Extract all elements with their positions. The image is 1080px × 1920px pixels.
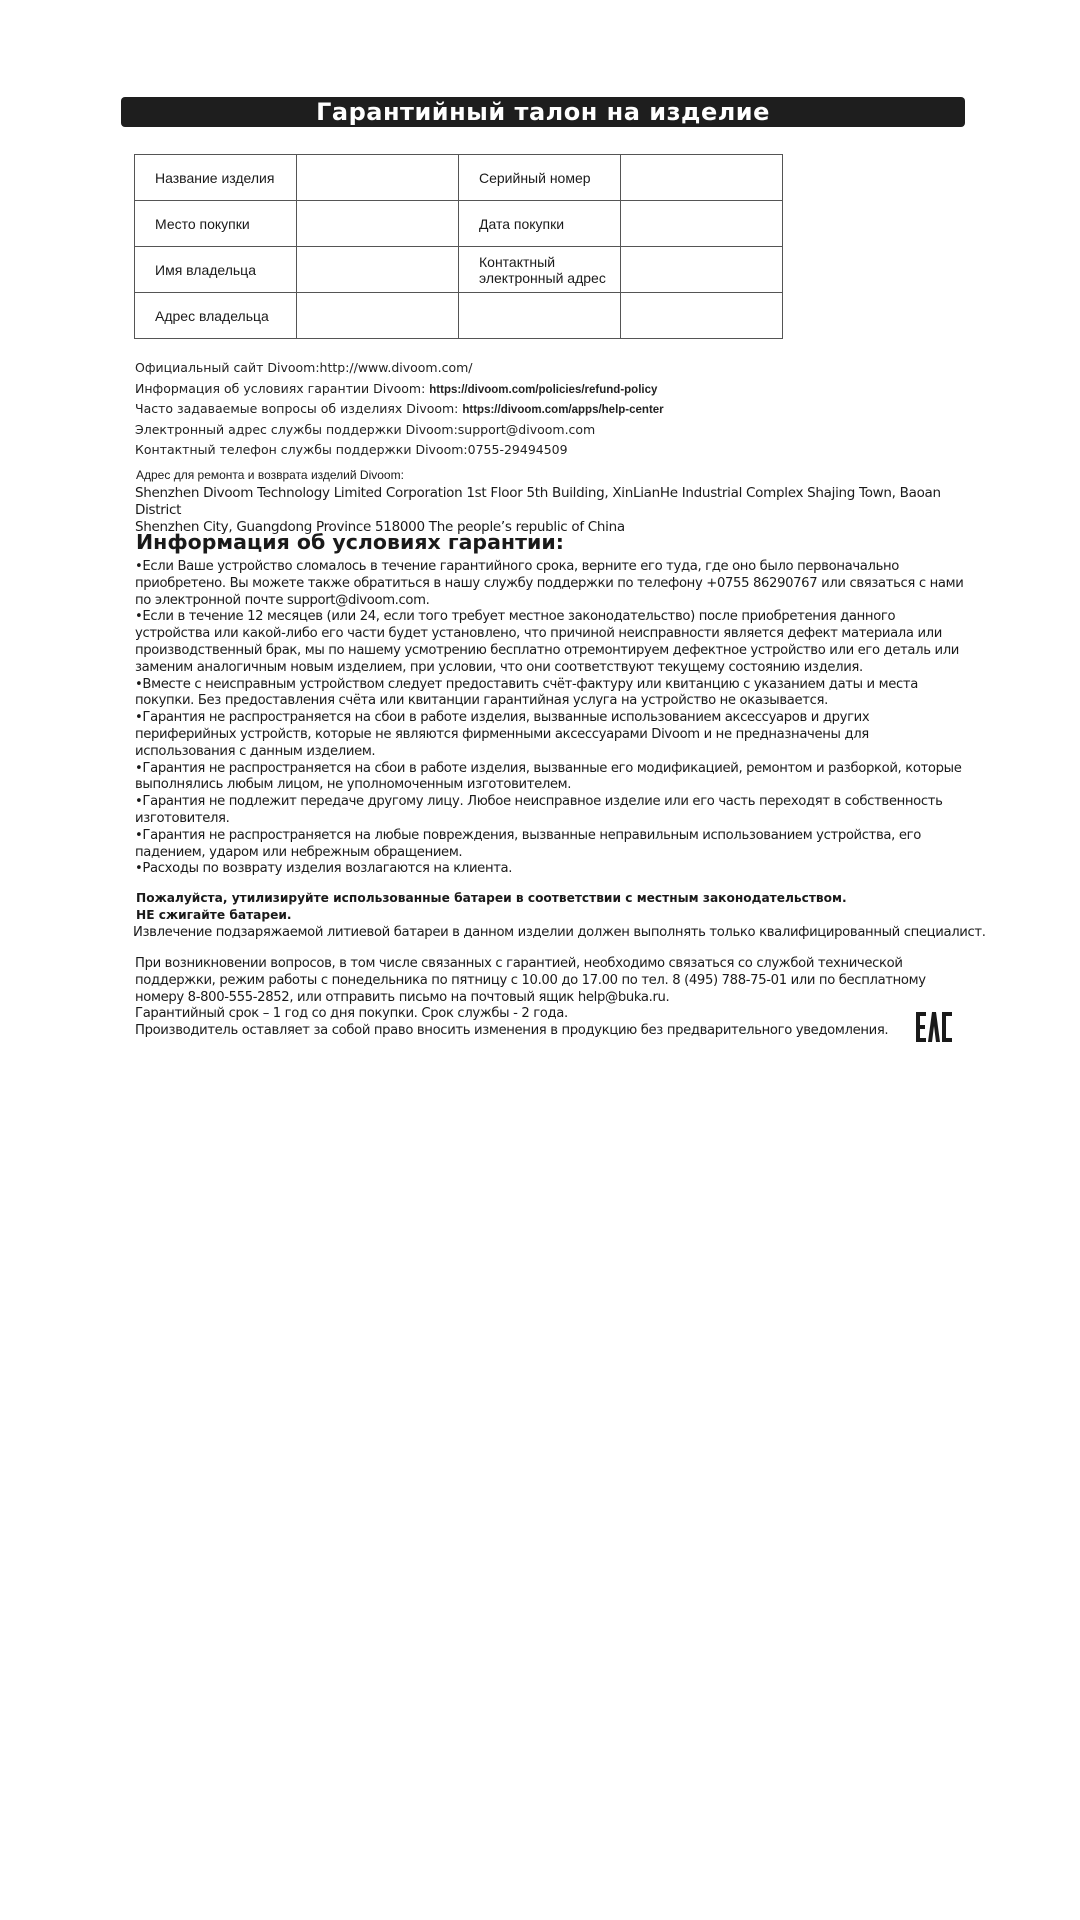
warranty-term: •Гарантия не распространяется на сбои в работе изделия, вызванные использованием аксессуаров и других периферийных устройств, которые не являются фирменными аксессуарами Divoom и не предназначены для использования с данным изделием.	[135, 710, 870, 759]
serial-number-field[interactable]	[621, 155, 783, 201]
form-label: Название изделия	[135, 155, 297, 201]
form-label: Серийный номер	[459, 155, 621, 201]
form-empty-field[interactable]	[621, 293, 783, 339]
form-label: Адрес владельца	[135, 293, 297, 339]
form-empty-cell	[459, 293, 621, 339]
warranty-info-line	[135, 379, 664, 400]
phone-number: 0755-29494509	[467, 442, 568, 457]
owner-address-field[interactable]	[297, 293, 459, 339]
warranty-heading: Информация об условиях гарантии:	[136, 530, 564, 554]
faq-label: Часто задаваемые вопросы об изделиях Divoom:	[135, 401, 463, 416]
website-label: Официальный сайт Divoom:	[135, 360, 320, 375]
table-row	[135, 201, 783, 247]
email-line	[135, 420, 664, 441]
warranty-info-label: Информация об условиях гарантии Divoom:	[135, 380, 430, 396]
battery-warning-line: Пожалуйста, утилизируйте использованные батареи в соответствии с местным законодательством.	[136, 891, 847, 905]
warranty-form-table	[134, 154, 783, 339]
warranty-term: •Если Ваше устройство сломалось в течение гарантийного срока, верните его туда, где оно было первоначально приобретено. Вы можете также обратиться в нашу службу поддержки по телефону +0755 86290767 или связаться с нами по электронной почте support@divoom.com.	[135, 559, 964, 608]
owner-name-field[interactable]	[297, 247, 459, 293]
battery-warning-line: НЕ сжигайте батареи.	[136, 908, 292, 922]
form-label: Дата покупки	[459, 201, 621, 247]
warranty-term: •Гарантия не распространяется на любые повреждения, вызванные неправильным использованием устройства, его падением, ударом или небрежным обращением.	[135, 827, 921, 860]
website-link[interactable]: http://www.divoom.com/	[319, 360, 473, 375]
support-paragraph: При возникновении вопросов, в том числе связанных с гарантией, необходимо связаться со службой технической поддержки, режим работы с понедельника по пятницу с 10.00 до 17.00 по тел. 8 (495) 788-75-01 или по бесплатному номеру 8-800-555-2852, или отправить письмо на почтовый ящик help@buka.ru.	[135, 956, 926, 1005]
phone-label: Контактный телефон службы поддержки Divoom:	[135, 442, 468, 457]
table-row	[135, 155, 783, 201]
warranty-term: •Вместе с неисправным устройством следует предоставить счёт-фактуру или квитанцию с указанием даты и места покупки. Без предоставления счёта или квитанции гарантийная услуга на устройство не оказывается.	[135, 676, 918, 709]
eac-mark-icon	[916, 1012, 952, 1042]
email-label: Электронный адрес службы поддержки Divoom:	[135, 421, 458, 437]
form-label: Контактный электронный адрес	[459, 247, 621, 293]
product-name-field[interactable]	[297, 155, 459, 201]
table-row	[135, 293, 783, 339]
warranty-term: •Гарантия не подлежит передаче другому лицу. Любое неисправное изделие или его часть переходят в собственность изготовителя.	[135, 794, 943, 826]
page-title: Гарантийный талон на изделие	[121, 97, 965, 127]
repair-address	[135, 485, 955, 536]
purchase-date-field[interactable]	[621, 201, 783, 247]
warranty-info-link[interactable]: https://divoom.com/policies/refund-policy	[429, 383, 658, 396]
purchase-place-field[interactable]	[297, 201, 459, 247]
warranty-term: •Расходы по возврату изделия возлагаются на клиента.	[135, 861, 513, 877]
table-row	[135, 247, 783, 293]
faq-link[interactable]: https://divoom.com/apps/help-center	[462, 404, 664, 416]
form-label: Место покупки	[135, 201, 297, 247]
repair-address-line: Shenzhen City, Guangdong Province 518000 The people’s republic of China	[135, 519, 625, 535]
warranty-terms	[135, 559, 965, 878]
repair-address-label: Адрес для ремонта и возврата изделий Divoom:	[136, 468, 404, 482]
support-info	[135, 956, 955, 1040]
battery-removal-note: Извлечение подзаряжаемой литиевой батареи в данном изделии должен выполнять только квалифицированный специалист.	[133, 925, 986, 940]
warranty-term: •Если в течение 12 месяцев (или 24, если того требует местное законодательство) после приобретения данного устройства или какой-либо его части будет установлено, что причиной неисправности является дефект материала или производственный брак, мы по нашему усмотрению бесплатно отремонтируем дефектное устройство или его деталь или заменим аналогичным новым изделием, при условии, что они соответствуют текущему состоянию изделия.	[135, 609, 960, 675]
repair-address-line: Shenzhen Divoom Technology Limited Corporation 1st Floor 5th Building, XinLianHe Industrial Complex Shajing Town, Baoan District	[135, 485, 941, 518]
battery-warning	[136, 890, 847, 924]
contact-info	[135, 358, 664, 461]
contact-email-field[interactable]	[621, 247, 783, 293]
warranty-term: •Гарантия не распространяется на сбои в работе изделия, вызванные его модификацией, ремонтом и разборкой, которые выполнялись любым лицом, не уполномоченным изготовителем.	[135, 760, 962, 793]
phone-line	[135, 440, 664, 461]
form-label: Имя владельца	[135, 247, 297, 293]
website-line	[135, 358, 664, 379]
email-link[interactable]: support@divoom.com	[457, 421, 596, 437]
manufacturer-note: Производитель оставляет за собой право вносить изменения в продукцию без предварительного уведомления.	[135, 1023, 889, 1039]
faq-line	[135, 399, 664, 420]
warranty-period: Гарантийный срок – 1 год со дня покупки. Срок службы - 2 года.	[135, 1006, 568, 1022]
